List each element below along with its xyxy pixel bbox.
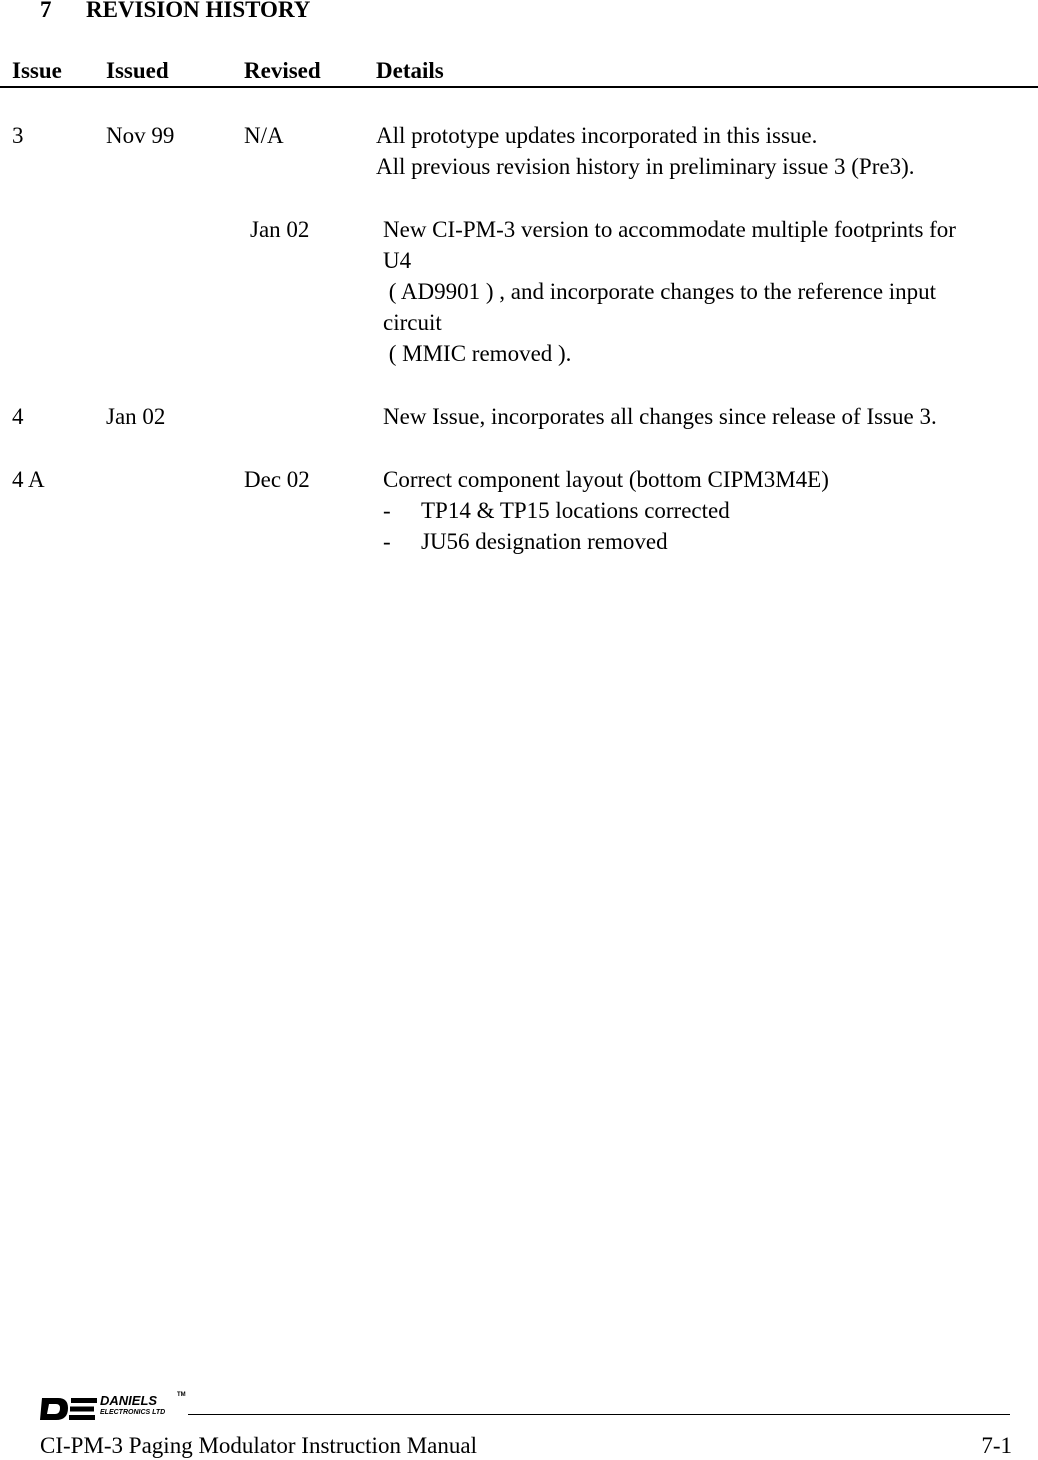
bullet-text: TP14 & TP15 locations corrected — [421, 498, 730, 523]
header-issued: Issued — [106, 58, 169, 83]
row-revised: N/A — [244, 123, 284, 148]
row-issued: Nov 99 — [106, 123, 175, 148]
logo-main-text: DANIELS — [100, 1393, 158, 1408]
header-rule — [0, 86, 1038, 88]
row-issue: 4 A — [12, 467, 45, 492]
section-title: REVISION HISTORY — [86, 0, 311, 22]
bullet-marker: - — [383, 498, 391, 523]
header-details: Details — [376, 58, 444, 83]
row-issue: 4 — [12, 404, 24, 429]
row-issue: 3 — [12, 123, 24, 148]
row-detail-line: New Issue, incorporates all changes since release of Issue 3. — [383, 404, 937, 429]
bullet-text: JU56 designation removed — [421, 529, 668, 554]
header-revised: Revised — [244, 58, 321, 83]
section-number: 7 — [40, 0, 52, 22]
row-issued: Jan 02 — [106, 404, 166, 429]
row-revised: Jan 02 — [250, 217, 310, 242]
daniels-logo — [40, 1392, 200, 1426]
row-detail-line: ( AD9901 ) , and incorporate changes to the reference input — [383, 279, 937, 304]
manual-title: CI-PM-3 Paging Modulator Instruction Manual — [40, 1433, 477, 1458]
row-detail-line: New CI-PM-3 version to accommodate multiple footprints for — [383, 217, 956, 242]
row-detail-line: All previous revision history in preliminary issue 3 (Pre3). — [376, 154, 915, 179]
page-number: 7-1 — [981, 1433, 1012, 1458]
logo-sub-text: ELECTRONICS LTD — [100, 1409, 166, 1416]
row-detail-line: ( MMIC removed ). — [383, 341, 572, 366]
header-issue: Issue — [12, 58, 62, 83]
row-detail-line: U4 — [383, 248, 412, 273]
row-detail-line: All prototype updates incorporated in this issue. — [376, 123, 818, 148]
bullet-marker: - — [383, 529, 391, 554]
row-revised: Dec 02 — [244, 467, 310, 492]
row-detail-line: circuit — [383, 310, 442, 335]
row-detail-line: Correct component layout (bottom CIPM3M4E) — [383, 467, 829, 492]
footer-rule — [188, 1414, 1010, 1415]
logo-tm: TM — [177, 1392, 186, 1398]
